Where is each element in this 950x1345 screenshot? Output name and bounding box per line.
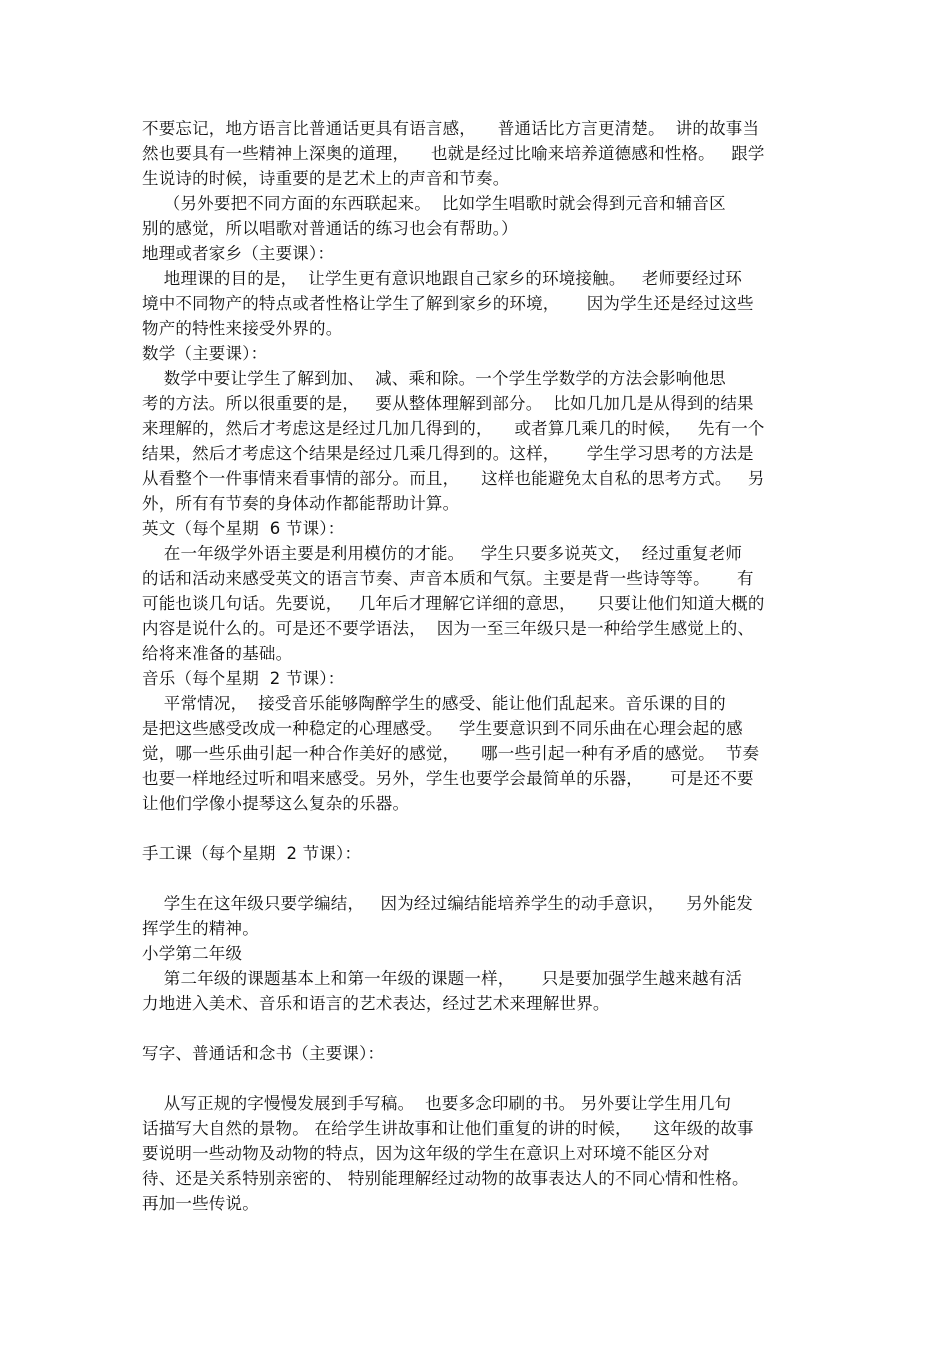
text-line: 别的感觉，所以唱歌对普通话的练习也会有帮助。） [142, 219, 518, 238]
text-line: 境中不同物产的特点或者性格让学生了解到家乡的环境， 因为学生还是经过这些 [142, 294, 754, 313]
text-line: 然也要具有一些精神上深奥的道理， 也就是经过比喻来培养道德感和性格。 跟学 [142, 144, 765, 163]
text-line: 在一年级学外语主要是利用模仿的才能。 学生只要多说英文， 经过重复老师 [142, 544, 743, 563]
text-line: 物产的特性来接受外界的。 [142, 319, 343, 338]
text-line: 挥学生的精神。 [142, 919, 259, 938]
section-heading: 地理或者家乡（主要课）： [142, 244, 335, 263]
text-line: 的话和活动来感受英文的语言节奏、声音本质和气氛。主要是背一些诗等等。 有 [142, 569, 754, 588]
text-line: 来理解的，然后才考虑这是经过几加几得到的， 或者算几乘几的时候， 先有一个 [142, 419, 765, 438]
text-line: 第二年级的课题基本上和第一年级的课题一样， 只是要加强学生越来越有活 [142, 969, 743, 988]
text-line: 从看整个一件事情来看事情的部分。而且， 这样也能避免太自私的思考方式。 另 [142, 469, 765, 488]
text-line: 生说诗的时候，诗重要的是艺术上的声音和节奏。 [142, 169, 510, 188]
text-line: （另外要把不同方面的东西联起来。 比如学生唱歌时就会得到元音和辅音区 [142, 194, 726, 213]
section-heading: 数学（主要课）： [142, 344, 268, 363]
text-line: 数学中要让学生了解到加、 减、乘和除。一个学生学数学的方法会影响他思 [142, 369, 726, 388]
text-line: 再加一些传说。 [142, 1194, 259, 1213]
text-line: 觉，哪一些乐曲引起一种合作美好的感觉， 哪一些引起一种有矛盾的感觉。 节奏 [142, 744, 760, 763]
text-line: 是把这些感受改成一种稳定的心理感受。 学生要意识到不同乐曲在心理会起的感 [142, 719, 743, 738]
text-line: 不要忘记，地方语言比普通话更具有语言感， 普通话比方言更清楚。 讲的故事当 [142, 119, 760, 138]
section-heading: 手工课（每个星期 2 节课）： [142, 844, 362, 863]
section-heading: 英文（每个星期 6 节课）： [142, 519, 345, 538]
text-line: 内容是说什么的。可是还不要学语法， 因为一至三年级只是一种给学生感觉上的、 [142, 619, 755, 638]
text-line: 学生在这年级只要学编结， 因为经过编结能培养学生的动手意识， 另外能发 [142, 894, 753, 913]
text-line: 给将来准备的基础。 [142, 644, 293, 663]
text-line: 也要一样地经过听和唱来感受。另外，学生也要学会最简单的乐器， 可是还不要 [142, 769, 754, 788]
text-line: 力地进入美术、音乐和语言的艺术表达，经过艺术来理解世界。 [142, 994, 610, 1013]
text-line: 可能也谈几句话。先要说， 几年后才理解它详细的意思， 只要让他们知道大概的 [142, 594, 765, 613]
text-line: 平常情况， 接受音乐能够陶醉学生的感受、能让他们乱起来。音乐课的目的 [142, 694, 726, 713]
section-heading: 音乐（每个星期 2 节课）： [142, 669, 345, 688]
section-heading: 小学第二年级 [142, 944, 243, 963]
text-line: 待、还是关系特别亲密的、 特别能理解经过动物的故事表达人的不同心情和性格。 [142, 1169, 749, 1188]
text-line: 让他们学像小提琴这么复杂的乐器。 [142, 794, 410, 813]
text-line: 地理课的目的是， 让学生更有意识地跟自己家乡的环境接触。 老师要经过环 [142, 269, 743, 288]
text-line: 考的方法。所以很重要的是， 要从整体理解到部分。 比如几加几是从得到的结果 [142, 394, 754, 413]
text-line: 外，所有有节奏的身体动作都能帮助计算。 [142, 494, 460, 513]
text-line: 要说明一些动物及动物的特点，因为这年级的学生在意识上对环境不能区分对 [142, 1144, 710, 1163]
text-line: 话描写大自然的景物。 在给学生讲故事和让他们重复的讲的时候， 这年级的故事 [142, 1119, 754, 1138]
text-line: 从写正规的字慢慢发展到手写稿。 也要多念印刷的书。 另外要让学生用几句 [142, 1094, 732, 1113]
section-heading: 写字、普通话和念书（主要课）： [142, 1044, 385, 1063]
text-line: 结果，然后才考虑这个结果是经过几乘几得到的。这样， 学生学习思考的方法是 [142, 444, 754, 463]
